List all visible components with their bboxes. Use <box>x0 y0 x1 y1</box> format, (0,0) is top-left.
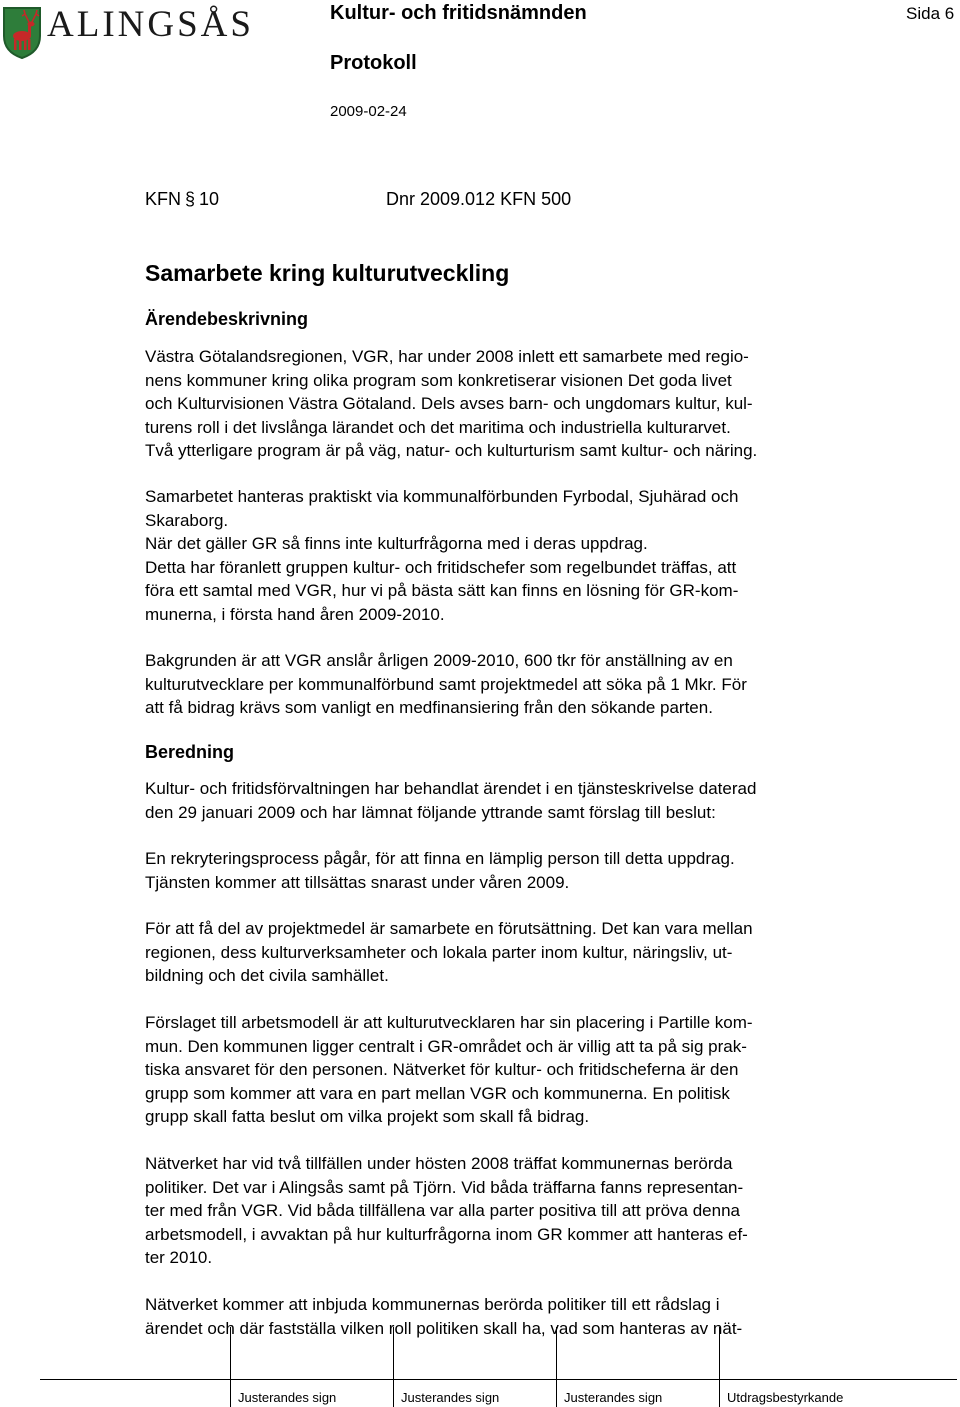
text-line: arbetsmodell, i avvaktan på hur kulturfrågorna inom GR kommer att hanteras ef- <box>145 1224 748 1244</box>
preparation-paragraph <box>145 1011 753 1129</box>
text-line: Västra Götalandsregionen, VGR, har under 2008 inlett ett samarbete med regio- <box>145 347 749 366</box>
text-line: ter 2010. <box>145 1248 213 1267</box>
text-line: grupp som kommer att vara en part mellan VGR och kommunerna. En politisk <box>145 1083 730 1103</box>
text-line: tiska ansvaret för den personen. Nätverket för kultur- och fritidscheferna är den <box>145 1060 739 1079</box>
coat-of-arms-icon <box>2 6 42 60</box>
text-line: Kultur- och fritidsförvaltningen har behandlat ärendet i en tjänsteskrivelse daterad <box>145 779 757 798</box>
description-paragraph <box>145 649 747 720</box>
text-line: Nätverket har vid två tillfällen under hösten 2008 träffat kommunernas berörda <box>145 1154 733 1173</box>
description-heading: Ärendebeskrivning <box>145 309 309 329</box>
description-paragraph <box>145 485 738 626</box>
document-title: Samarbete kring kulturutveckling <box>145 260 510 286</box>
text-line: För att få del av projektmedel är samarbete en förutsättning. Det kan vara mellan <box>145 919 753 938</box>
case-number <box>145 189 219 210</box>
signature-label-1: Justerandes sign <box>238 1390 337 1405</box>
text-line: ter med från VGR. Vid båda tillfällena var alla parter positiva till att pröva denna <box>145 1201 740 1220</box>
section-symbol: § <box>185 189 196 209</box>
preparation-paragraph <box>145 777 756 824</box>
text-line: Skaraborg. <box>145 510 229 530</box>
text-line: mun. Den kommunen ligger centralt i GR-området och är villig att ta på sig prak- <box>145 1036 747 1056</box>
document-type: Protokoll <box>330 52 417 74</box>
text-line: föra ett samtal med VGR, hur vi på bästa sätt kan finns en lösning för GR-kom- <box>145 581 739 600</box>
text-line: den 29 januari 2009 och har lämnat följande yttrande samt förslag till beslut: <box>145 802 716 822</box>
text-line: regionen, dess kulturverksamheter och lokala parter inom kultur, näringsliv, ut- <box>145 942 733 962</box>
text-line: munerna, i första hand åren 2009-2010. <box>145 604 445 624</box>
text-line: Förslaget till arbetsmodell är att kulturutvecklaren har sin placering i Partille kom- <box>145 1013 753 1032</box>
text-line: Bakgrunden är att VGR anslår årligen 2009-2010, 600 tkr för anställning av en <box>145 651 733 670</box>
text-line: Samarbetet hanteras praktiskt via kommunalförbunden Fyrbodal, Sjuhärad och <box>145 487 739 506</box>
text-line: politiker. Det var i Alingsås samt på Tjörn. Vid båda träffarna fanns representan- <box>145 1177 744 1197</box>
signature-box-divider <box>556 1327 557 1407</box>
text-line: Nätverket kommer att inbjuda kommunernas berörda politiker till ett rådslag i <box>145 1295 720 1314</box>
text-line: att få bidrag krävs som vanligt en medfinansiering från den sökande parten. <box>145 698 713 717</box>
signature-label-3: Justerandes sign <box>564 1390 663 1405</box>
case-number-value: 10 <box>199 189 220 209</box>
text-line: Detta har föranlett gruppen kultur- och fritidschefer som regelbundet träffas, att <box>145 557 737 577</box>
committee-name: Kultur- och fritidsnämnden <box>330 2 587 24</box>
text-line: ärendet och där fastställa vilken roll politiken skall ha, vad som hanteras av nät- <box>145 1318 743 1338</box>
signature-label-2: Justerandes sign <box>401 1390 500 1405</box>
preparation-paragraph <box>145 1152 748 1270</box>
municipality-logotype: ALINGSÅS <box>47 4 254 45</box>
signature-box-divider <box>719 1327 720 1407</box>
preparation-paragraph <box>145 847 735 894</box>
signature-box-divider <box>230 1327 231 1407</box>
text-line: turens roll i det livslånga lärandet och det maritima och industriella kulturarvet. <box>145 417 731 437</box>
preparation-paragraph <box>145 917 753 988</box>
text-line: Tjänsten kommer att tillsättas snarast under våren 2009. <box>145 872 570 892</box>
description-paragraph <box>145 345 757 463</box>
preparation-paragraph <box>145 1293 742 1340</box>
extract-certification-label: Utdragsbestyrkande <box>727 1390 844 1405</box>
preparation-heading: Beredning <box>145 742 235 762</box>
diary-number: Dnr 2009.012 KFN 500 <box>386 189 572 209</box>
text-line: grupp skall fatta beslut om vilka projekt som skall få bidrag. <box>145 1107 590 1126</box>
case-prefix: KFN <box>145 189 181 209</box>
text-line: När det gäller GR så finns inte kulturfrågorna med i deras uppdrag. <box>145 534 648 553</box>
text-line: kulturutvecklare per kommunalförbund samt projektmedel att söka på 1 Mkr. För <box>145 674 747 694</box>
text-line: Två ytterligare program är på väg, natur- och kulturturism samt kultur- och näring. <box>145 441 758 460</box>
signature-box-divider <box>393 1327 394 1407</box>
text-line: nens kommuner kring olika program som konkretiserar visionen Det goda livet <box>145 370 732 390</box>
text-line: och Kulturvisionen Västra Götaland. Dels avses barn- och ungdomars kultur, kul- <box>145 394 753 413</box>
footer-divider <box>40 1379 957 1380</box>
page-number: Sida 6 <box>906 4 955 23</box>
text-line: bildning och det civila samhället. <box>145 966 389 985</box>
document-date: 2009-02-24 <box>330 103 407 120</box>
text-line: En rekryteringsprocess pågår, för att finna en lämplig person till detta uppdrag. <box>145 849 735 868</box>
